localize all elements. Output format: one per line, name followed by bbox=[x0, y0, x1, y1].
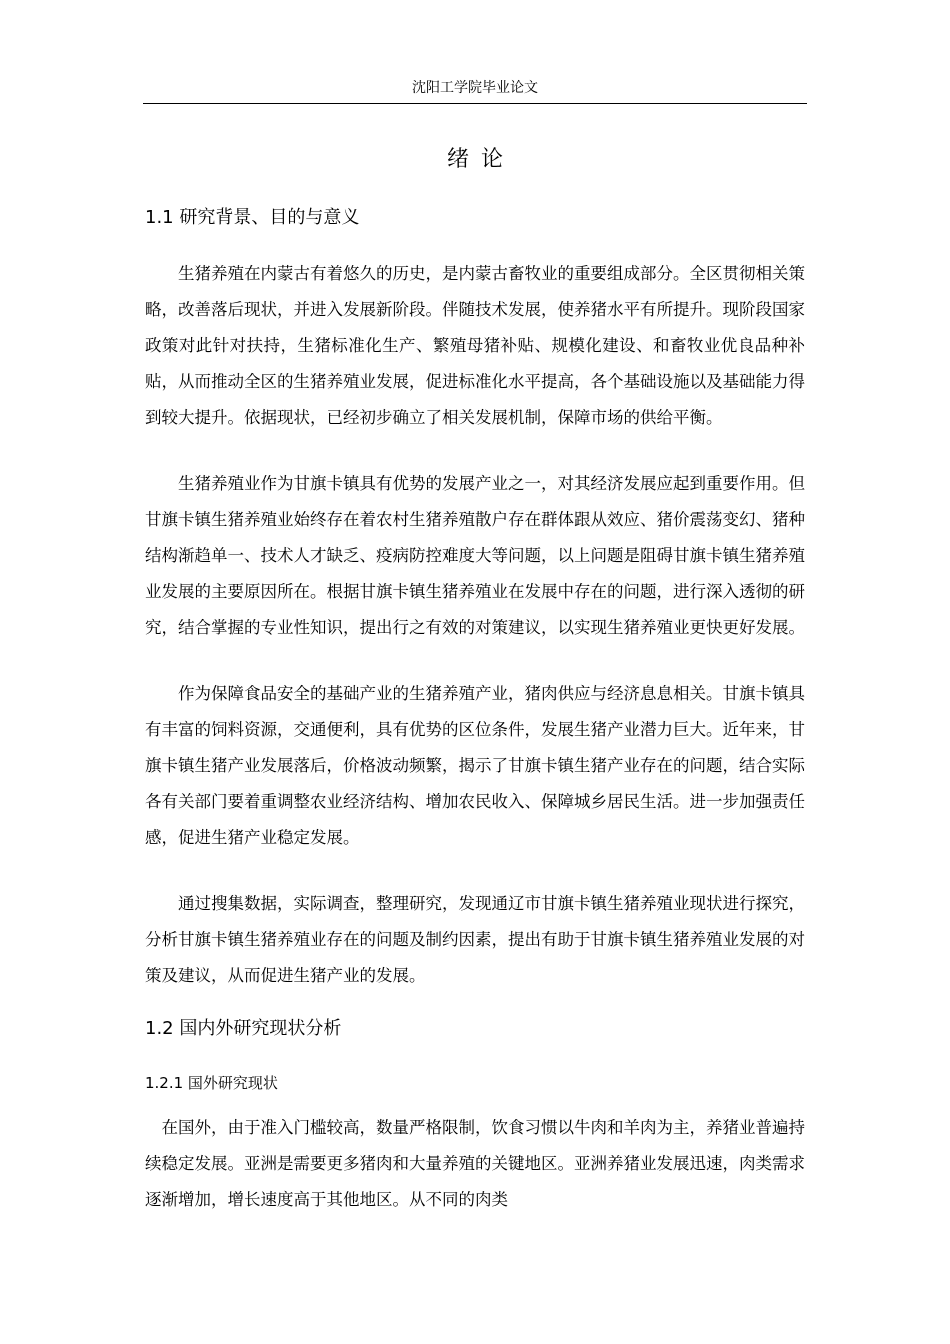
paragraph-2: 生猪养殖业作为甘旗卡镇具有优势的发展产业之一，对其经济发展应起到重要作用。但甘旗卡镇生猪养殖业始终存在着农村生猪养殖散户存在群体跟从效应、猪价震荡变幻、猪种结构渐趋单一、技术人才缺乏、疫病防控难度大等问题，以上问题是阻碍甘旗卡镇生猪养殖业发展的主要原因所在。根据甘旗卡镇生猪养殖业在发展中存在的问题，进行深入透彻的研究，结合掌握的专业性知识，提出行之有效的对策建议，以实现生猪养殖业更快更好发展。 bbox=[145, 474, 805, 637]
section-heading-1-2: 1.2 国内外研究现状分析 bbox=[145, 1018, 342, 1039]
chapter-title: 绪论 bbox=[446, 147, 515, 172]
section-heading-1-1: 1.1 研究背景、目的与意义 bbox=[145, 207, 360, 228]
paragraph-4: 通过搜集数据，实际调查，整理研究，发现通辽市甘旗卡镇生猪养殖业现状进行探究，分析甘旗卡镇生猪养殖业存在的问题及制约因素，提出有助于甘旗卡镇生猪养殖业发展的对策及建议，从而促进生猪产业的发展。 bbox=[145, 894, 805, 985]
paragraph-3: 作为保障食品安全的基础产业的生猪养殖产业，猪肉供应与经济息息相关。甘旗卡镇具有丰富的饲料资源，交通便利，具有优势的区位条件，发展生猪产业潜力巨大。近年来，甘旗卡镇生猪产业发展落后，价格波动频繁，揭示了甘旗卡镇生猪产业存在的问题，结合实际各有关部门要着重调整农业经济结构、增加农民收入、保障城乡居民生活。进一步加强责任感，促进生猪产业稳定发展。 bbox=[145, 684, 805, 847]
page-header: 沈阳工学院毕业论文 bbox=[412, 80, 538, 96]
header-divider bbox=[143, 103, 807, 104]
paragraph-5: 在国外，由于准入门槛较高，数量严格限制，饮食习惯以牛肉和羊肉为主，养猪业普遍持续稳定发展。亚洲是需要更多猪肉和大量养殖的关键地区。亚洲养猪业发展迅速，肉类需求逐渐增加，增长速度高于其他地区。从不同的肉类 bbox=[145, 1118, 805, 1209]
subsection-heading-1-2-1: 1.2.1 国外研究现状 bbox=[145, 1074, 278, 1092]
paragraph-1: 生猪养殖在内蒙古有着悠久的历史，是内蒙古畜牧业的重要组成部分。全区贯彻相关策略，改善落后现状，并进入发展新阶段。伴随技术发展，使养猪水平有所提升。现阶段国家政策对此针对扶持，生猪标准化生产、繁殖母猪补贴、规模化建设、和畜牧业优良品种补贴，从而推动全区的生猪养殖业发展，促进标准化水平提高，各个基础设施以及基础能力得到较大提升。依据现状，已经初步确立了相关发展机制，保障市场的供给平衡。 bbox=[145, 264, 805, 427]
